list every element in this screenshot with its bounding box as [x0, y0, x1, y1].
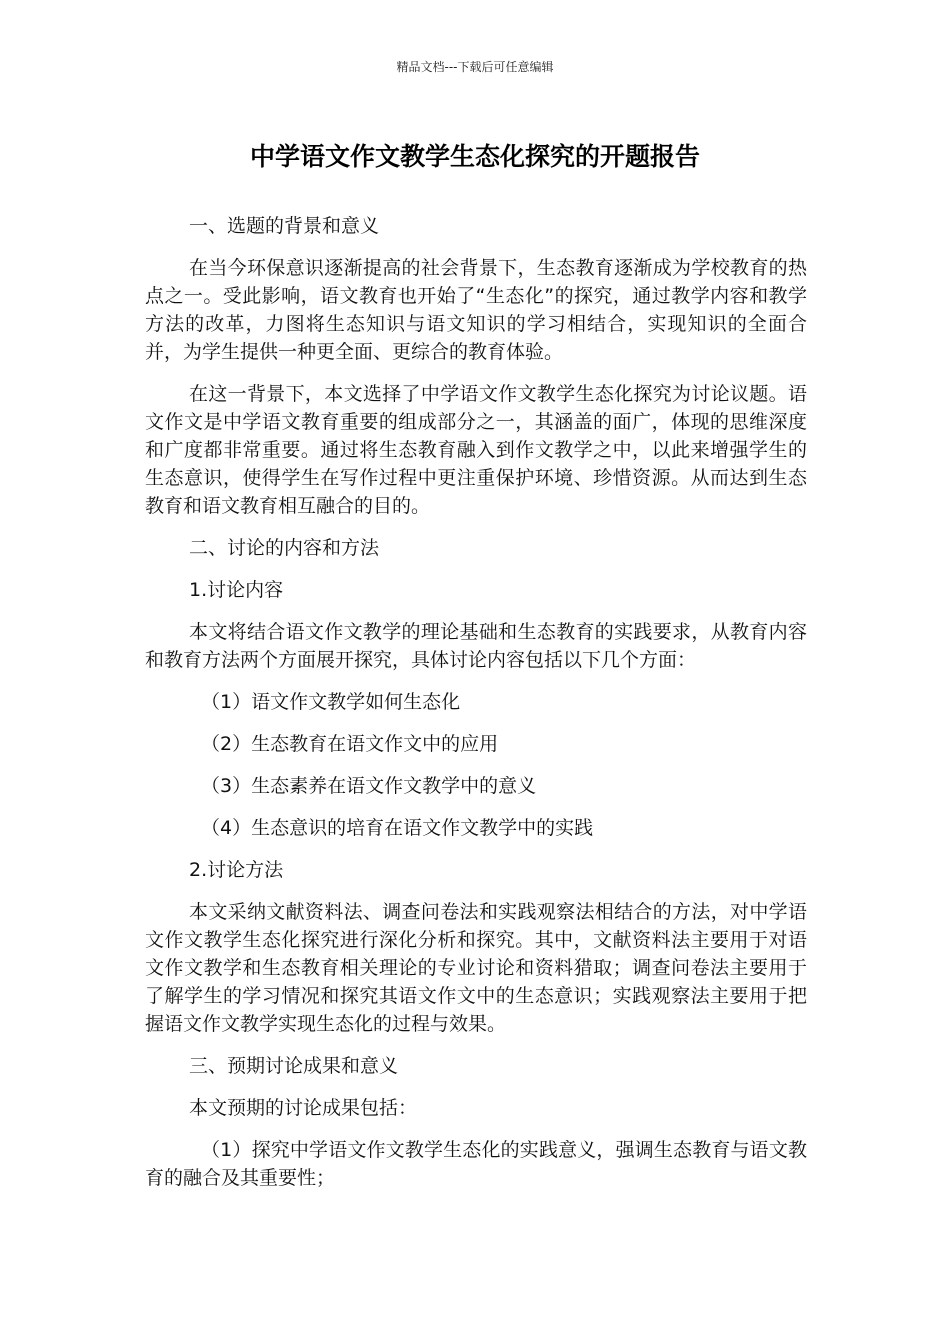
document-title: 中学语文作文教学生态化探究的开题报告: [249, 142, 700, 171]
list-item: （1）语文作文教学如何生态化: [201, 691, 461, 713]
section-heading: 二、讨论的内容和方法: [189, 537, 380, 559]
paragraph: 在这一背景下，本文选择了中学语文作文教学生态化探究为讨论议题。语文作文是中学语文教育重要的组成部分之一，其涵盖的面广，体现的思维深度和广度都非常重要。通过将生态教育融入到作文教学之中，以此来增强学生的生态意识，使得学生在写作过程中更注重保护环境、珍惜资源。从而达到生态教育和语文教育相互融合的目的。: [145, 383, 807, 517]
document-body: [145, 212, 807, 1206]
paragraph: 本文采纳文献资料法、调查问卷法和实践观察法相结合的方法，对中学语文作文教学生态化探究进行深化分析和探究。其中，文献资料法主要用于对语文作文教学和生态教育相关理论的专业讨论和资料猎取；调查问卷法主要用于了解学生的学习情况和探究其语文作文中的生态意识；实践观察法主要用于把握语文作文教学实现生态化的过程与效果。: [145, 901, 807, 1035]
list-item: （1）探究中学语文作文教学生态化的实践意义，强调生态教育与语文教育的融合及其重要性；: [145, 1139, 807, 1189]
paragraph: 在当今环保意识逐渐提高的社会背景下，生态教育逐渐成为学校教育的热点之一。受此影响，语文教育也开始了“生态化”的探究，通过教学内容和教学方法的改革，力图将生态知识与语文知识的学习相结合，实现知识的全面合并，为学生提供一种更全面、更综合的教育体验。: [145, 257, 807, 363]
list-item: （3）生态素养在语文作文教学中的意义: [201, 775, 537, 797]
list-item: （4）生态意识的培育在语文作文教学中的实践: [201, 817, 594, 839]
section-heading: 一、选题的背景和意义: [189, 215, 380, 237]
page-header-watermark: 精品文档---下载后可任意编辑: [396, 60, 554, 74]
subsection-heading: 1.讨论内容: [189, 579, 284, 601]
paragraph: 本文预期的讨论成果包括：: [189, 1097, 418, 1119]
list-item: （2）生态教育在语文作文中的应用: [201, 733, 499, 755]
subsection-heading: 2.讨论方法: [189, 859, 284, 881]
paragraph: 本文将结合语文作文教学的理论基础和生态教育的实践要求，从教育内容和教育方法两个方面展开探究，具体讨论内容包括以下几个方面：: [145, 621, 807, 671]
section-heading: 三、预期讨论成果和意义: [189, 1055, 399, 1077]
